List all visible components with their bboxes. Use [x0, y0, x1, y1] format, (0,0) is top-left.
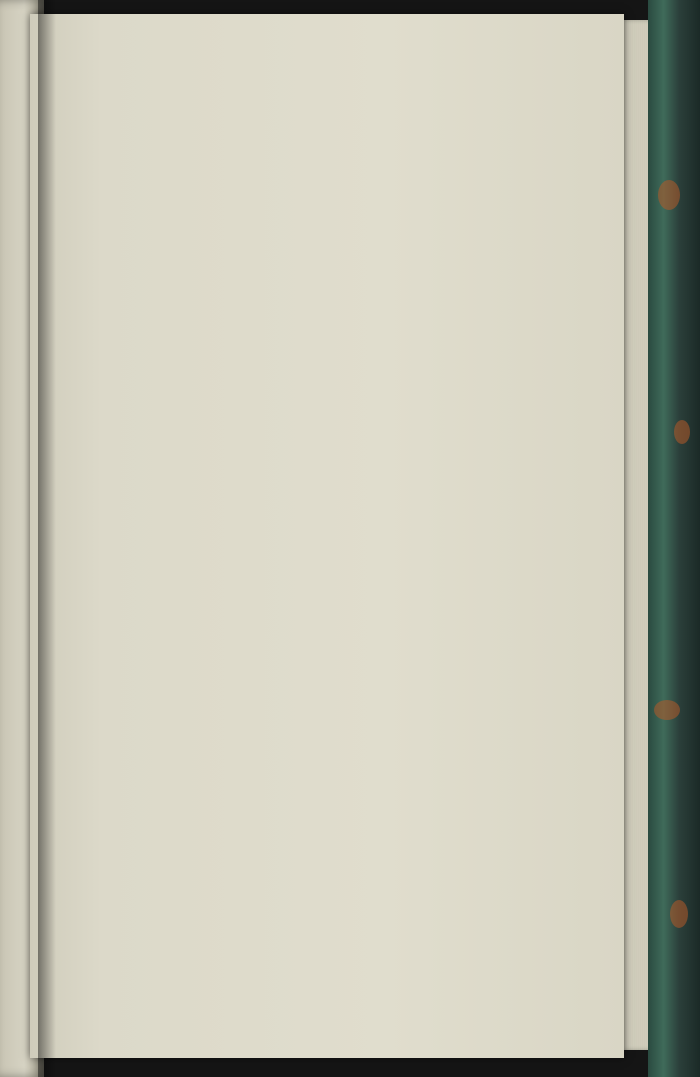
book-gutter-shadow [38, 0, 56, 1077]
book-cover-edge [648, 0, 700, 1077]
book-page [30, 14, 624, 1058]
